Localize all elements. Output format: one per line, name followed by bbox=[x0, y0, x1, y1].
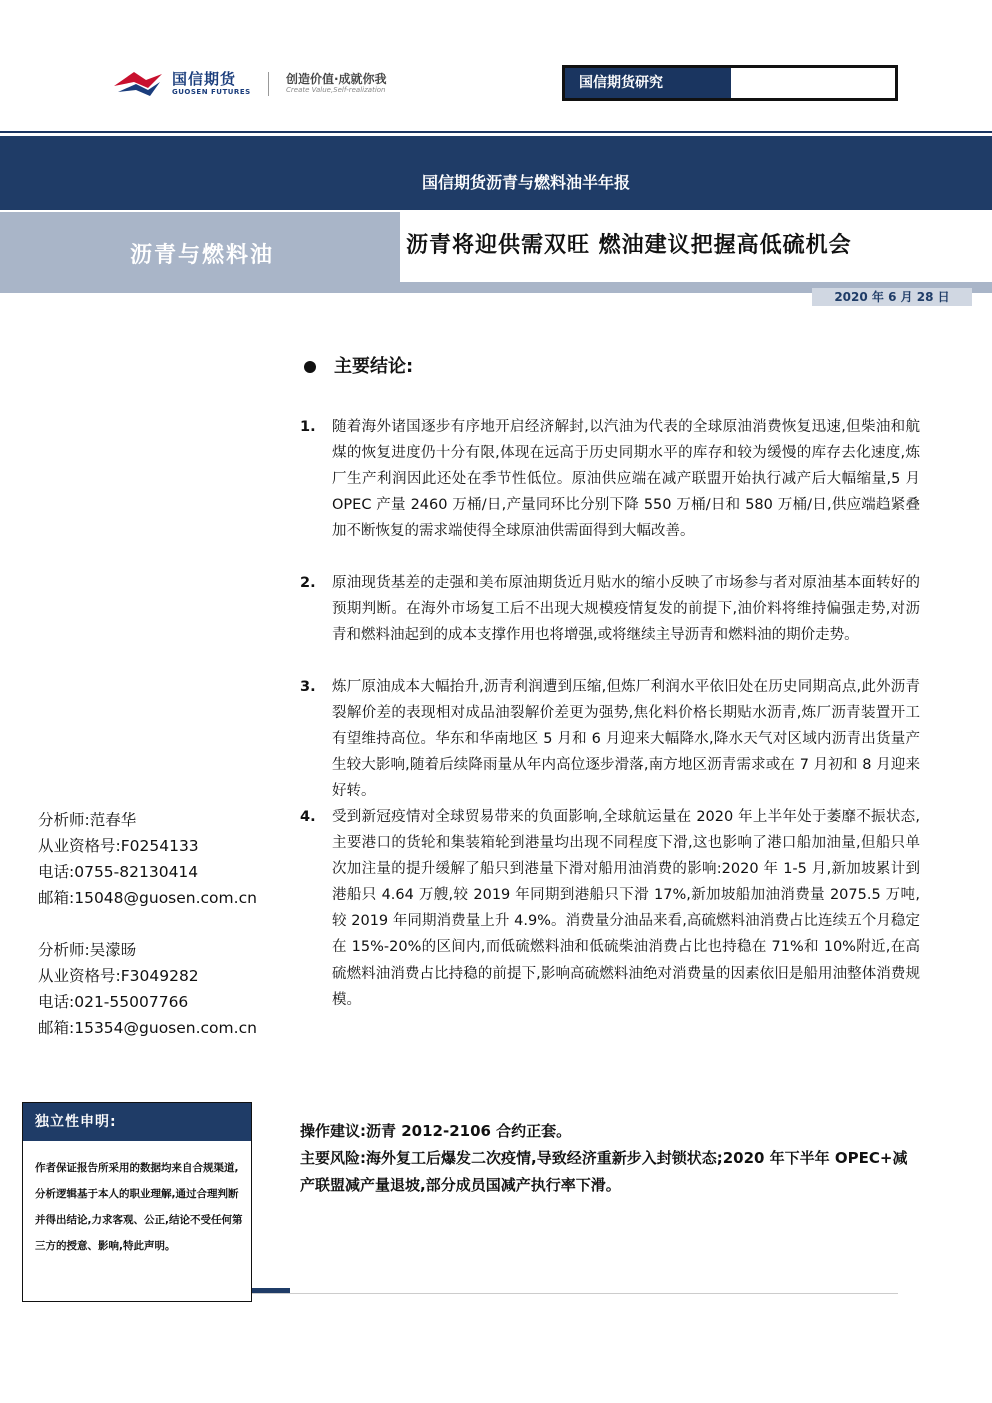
operations-section bbox=[300, 1118, 922, 1199]
conclusion-item bbox=[300, 804, 920, 1013]
statement-title: 独立性申明: bbox=[23, 1103, 251, 1141]
conclusions-heading bbox=[304, 352, 413, 378]
report-date: 2020 年 6 月 28 日 bbox=[834, 290, 950, 304]
guosen-logo-icon bbox=[112, 68, 164, 100]
conclusion-number: 2. bbox=[300, 575, 316, 591]
slogan-cn: 创造价值·成就你我 bbox=[286, 72, 387, 86]
analyst-name: 分析师:范春华 bbox=[38, 811, 137, 829]
slogan-en: Create Value,Self-realization bbox=[286, 86, 386, 94]
bullet-icon bbox=[304, 361, 316, 373]
conclusion-text: 原油现货基差的走强和美布原油期货近月贴水的缩小反映了市场参与者对原油基本面转好的预期判断。在海外市场复工后不出现大规模疫情复发的前提下,油价料将维持偏强走势,对沥青和燃料油起到的成本支撑作用也将增强,或将继续主导沥青和燃料油的期价走势。 bbox=[332, 575, 920, 644]
research-label-box bbox=[562, 65, 898, 101]
analyst-license: 从业资格号:F0254133 bbox=[38, 837, 199, 856]
sector-label: 沥青与燃料油 bbox=[130, 243, 275, 268]
analyst-phone: 电话:0755-82130414 bbox=[38, 863, 199, 882]
conclusion-number: 3. bbox=[300, 679, 316, 695]
report-series-title: 国信期货沥青与燃料油半年报 bbox=[421, 173, 630, 192]
conclusion-number: 1. bbox=[300, 419, 316, 435]
analyst-card bbox=[38, 937, 257, 1041]
analyst-email: 邮箱:15354@guosen.com.cn bbox=[38, 1019, 257, 1038]
company-name-en: GUOSEN FUTURES bbox=[172, 88, 251, 96]
footer-rule bbox=[252, 1293, 898, 1294]
conclusion-text: 随着海外诸国逐步有序地开启经济解封,以汽油为代表的全球原油消费恢复迅速,但柴油和航煤的恢复进度仍十分有限,体现在远高于历史同期水平的库存和较为缓慢的库存去化速度,炼厂生产利润因此还处在季节性低位。原油供应端在减产联盟开始执行减产后大幅缩量,5 月 OPEC 产量 2460 万桶/日,产量同环比分别下降 550 万桶/日和 580 万桶/日,供应端趋紧叠加不断恢复的需求端使得全球原油供需面得到大幅改善。 bbox=[332, 419, 920, 540]
analyst-email: 邮箱:15048@guosen.com.cn bbox=[38, 889, 257, 908]
conclusions-heading-text: 主要结论: bbox=[334, 356, 414, 377]
main-risk: 主要风险:海外复工后爆发二次疫情,导致经济重新步入封锁状态;2020 年下半年 OPEC+减产联盟减产量退坡,部分成员国减产执行率下滑。 bbox=[300, 1149, 908, 1194]
operation-advice: 操作建议:沥青 2012-2106 合约正套。 bbox=[300, 1122, 572, 1140]
conclusion-item bbox=[300, 674, 920, 804]
conclusion-text: 炼厂原油成本大幅抬升,沥青利润遭到压缩,但炼厂利润水平依旧处在历史同期高点,此外沥青裂解价差的表现相对成品油裂解价差更为强势,焦化料价格长期贴水沥青,炼厂沥青装置开工有望维持高位。华东和华南地区 5 月和 6 月迎来大幅降水,降水天气对区域内沥青出货量产生较大影响,随着后续降雨量从年内高位逐步滑落,南方地区沥青需求或在 7 月初和 8 月迎来好转。 bbox=[332, 679, 920, 800]
report-title: 沥青将迎供需双旺 燃油建议把握高低硫机会 bbox=[406, 233, 852, 258]
date-strip bbox=[812, 288, 972, 306]
conclusion-text: 受到新冠疫情对全球贸易带来的负面影响,全球航运量在 2020 年上半年处于萎靡不振状态,主要港口的货轮和集装箱轮到港量均出现不同程度下滑,这也影响了港口船加油量,但船只单次加注量的提升缓解了船只到港量下滑对船用油消费的影响:2020 年 1-5 月,新加坡累计到港船只 4.64 万艘,较 2019 年同期到港船只下滑 17%,新加坡船加油消费量 2075.5 万吨,较 2019 年同期消费量上升 4.9%。消费量分油品来看,高硫燃料油消费占比连续五个月稳定在 15%-20%的区间内,而低硫燃料油和低硫柴油消费占比也持稳在 71%和 10%附近,在高硫燃料油消费占比持稳的前提下,影响高硫燃料油绝对消费量的因素依旧是船用油整体消费规模。 bbox=[332, 809, 920, 1008]
analyst-name: 分析师:吴濛旸 bbox=[38, 941, 137, 959]
logo-divider bbox=[268, 72, 269, 96]
company-logo bbox=[112, 66, 452, 102]
conclusion-item bbox=[300, 570, 920, 648]
conclusion-number: 4. bbox=[300, 809, 316, 825]
header-rule bbox=[0, 131, 992, 133]
footer-accent bbox=[252, 1288, 290, 1293]
analyst-license: 从业资格号:F3049282 bbox=[38, 967, 199, 986]
analyst-phone: 电话:021-55007766 bbox=[38, 993, 189, 1012]
research-label: 国信期货研究 bbox=[565, 68, 731, 98]
conclusion-item bbox=[300, 414, 920, 544]
independence-statement bbox=[22, 1102, 252, 1302]
analyst-card bbox=[38, 807, 257, 911]
statement-body: 作者保证报告所采用的数据均来自合规渠道,分析逻辑基于本人的职业理解,通过合理判断 并得出结论,力求客观、公正,结论不受任何第三方的授意、影响,特此声明。 bbox=[35, 1162, 243, 1252]
company-name-cn: 国信期货 bbox=[172, 70, 237, 88]
